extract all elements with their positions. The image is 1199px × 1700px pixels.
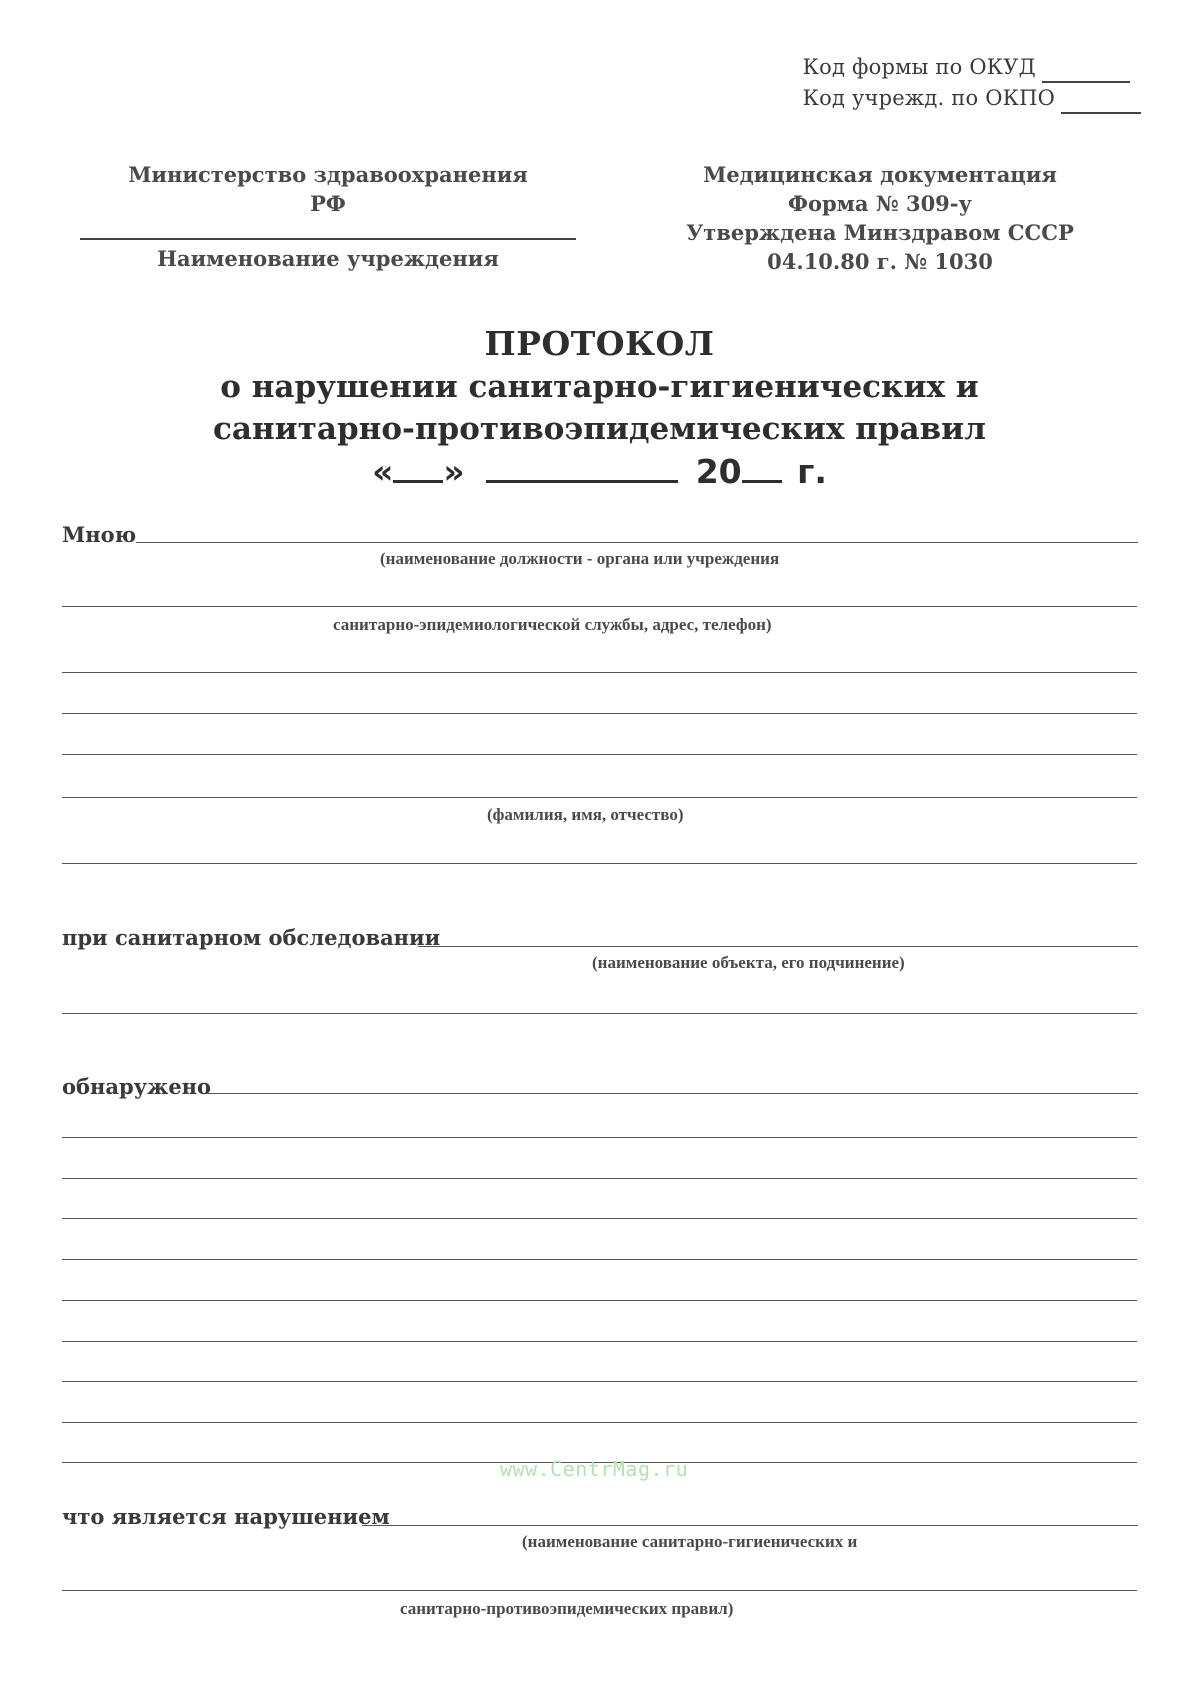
fio-field[interactable]: [62, 797, 1137, 798]
form-codes: [803, 52, 1141, 114]
ministry-line-2: РФ: [310, 191, 346, 216]
title-subtitle-1: о нарушении санитарно-гигиенических и: [220, 369, 979, 405]
okud-label: Код формы по ОКУД: [802, 55, 1036, 79]
okpo-row: [803, 83, 1141, 114]
date-close-quote: »: [443, 452, 465, 491]
violation-hint-2: санитарно-противоэпидемических правил): [400, 1599, 734, 1618]
blank-line[interactable]: [62, 1381, 1137, 1382]
blank-line[interactable]: [62, 1218, 1137, 1219]
date-day-field[interactable]: [393, 452, 443, 483]
ministry-line-1: Министерство здравоохранения: [128, 162, 528, 187]
found-label: обнаружено: [62, 1074, 212, 1099]
blank-line[interactable]: [62, 1178, 1137, 1179]
blank-line[interactable]: [62, 713, 1137, 714]
document-info-block: [680, 160, 1080, 276]
date-open-quote: «: [372, 452, 394, 491]
blank-line[interactable]: [62, 672, 1137, 673]
approved-by: Утверждена Минздравом СССР: [686, 220, 1074, 245]
by-label: Мною: [62, 522, 137, 547]
institution-name-field[interactable]: [80, 220, 576, 240]
blank-line[interactable]: [62, 1259, 1137, 1260]
blank-line[interactable]: [62, 1137, 1137, 1138]
violation-hint-1: (наименование санитарно-гигиенических и: [522, 1532, 858, 1551]
watermark: www.CentrMag.ru: [500, 1457, 689, 1481]
date-month-field[interactable]: [486, 452, 678, 483]
okpo-label: Код учрежд. по ОКПО: [802, 86, 1055, 110]
by-field[interactable]: [136, 542, 1138, 543]
form-number: Форма № 309-у: [788, 191, 972, 216]
fio-hint: (фамилия, имя, отчество): [487, 805, 684, 824]
document-title: [0, 322, 1199, 494]
violation-field-line-2[interactable]: [62, 1590, 1137, 1591]
by-hint-2: санитарно-эпидемиологической службы, адрес, телефон): [333, 615, 772, 634]
approval-date: 04.10.80 г. № 1030: [767, 249, 993, 274]
blank-line[interactable]: [62, 754, 1137, 755]
blank-line[interactable]: [62, 1341, 1137, 1342]
okpo-field[interactable]: [1061, 90, 1141, 114]
title-subtitle-2: санитарно-противоэпидемических правил: [213, 411, 986, 447]
violation-label: что является нарушением: [62, 1504, 390, 1529]
blank-line[interactable]: [62, 1013, 1137, 1014]
institution-caption: Наименование учреждения: [157, 246, 499, 271]
date-year-suffix: г.: [797, 452, 827, 491]
by-field-line-2[interactable]: [62, 606, 1137, 607]
date-line: [0, 450, 1199, 494]
inspection-field[interactable]: [418, 946, 1138, 947]
date-year-prefix: 20: [695, 452, 742, 491]
inspection-label: при санитарном обследовании: [62, 925, 441, 950]
by-hint-1: (наименование должности - органа или учреждения: [380, 549, 780, 568]
blank-line[interactable]: [62, 863, 1137, 864]
ministry-block: [78, 160, 578, 273]
found-field[interactable]: [206, 1093, 1138, 1094]
inspection-hint: (наименование объекта, его подчинение): [592, 953, 905, 972]
title-heading: ПРОТОКОЛ: [484, 324, 715, 363]
okud-row: [803, 52, 1141, 83]
blank-line[interactable]: [62, 1300, 1137, 1301]
violation-field[interactable]: [362, 1525, 1138, 1526]
date-year-field[interactable]: [742, 452, 782, 483]
blank-line[interactable]: [62, 1422, 1137, 1423]
okud-field[interactable]: [1042, 59, 1130, 83]
doc-type: Медицинская документация: [703, 162, 1057, 187]
